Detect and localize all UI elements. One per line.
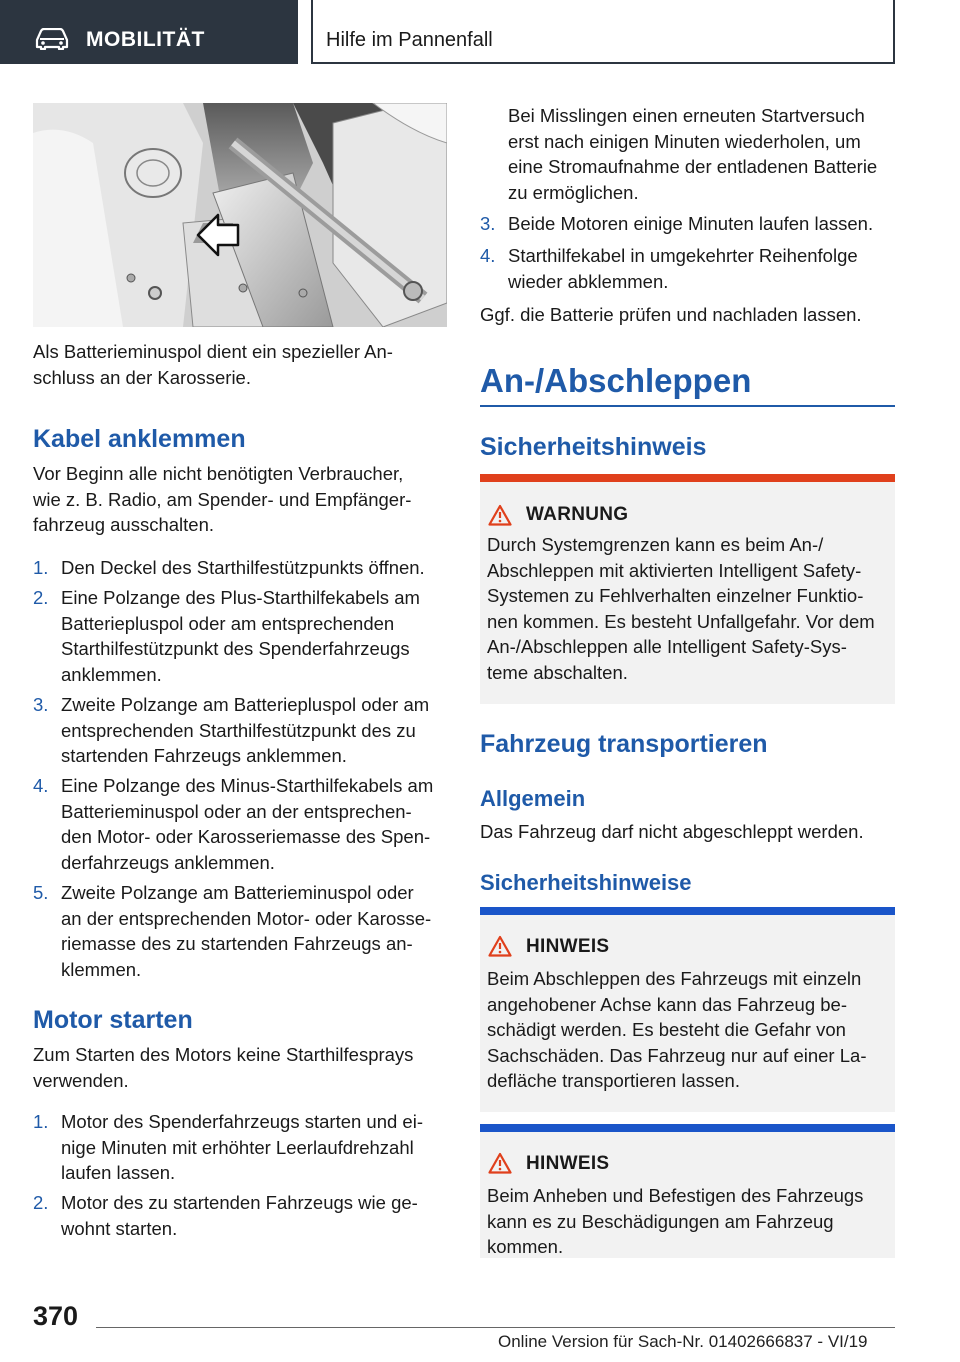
notice-triangle-icon bbox=[488, 935, 512, 957]
notice-line: defläche transportieren lassen. bbox=[487, 1070, 740, 1091]
warning-line: An-/Abschleppen alle Intelligent Safety-Sys- bbox=[487, 636, 847, 657]
notice-line: schädigt werden. Es besteht die Gefahr von bbox=[487, 1019, 846, 1040]
list-item bbox=[61, 773, 453, 875]
notice-triangle-icon bbox=[488, 1152, 512, 1174]
notice-title: HINWEIS bbox=[526, 936, 610, 957]
heading-motor-starten: Motor starten bbox=[33, 1006, 193, 1034]
step-line: zu ermöglichen. bbox=[508, 181, 639, 203]
step-line: wohnt starten. bbox=[61, 1217, 178, 1239]
step-number: 5. bbox=[33, 882, 49, 903]
list-item bbox=[61, 555, 453, 581]
heading-fahrzeug-transportieren: Fahrzeug transportieren bbox=[480, 730, 768, 758]
step-line: an der entsprechenden Motor- oder Karosse- bbox=[61, 907, 432, 929]
notice-text bbox=[487, 966, 892, 1094]
step-line: Motor des zu startenden Fahrzeugs wie ge- bbox=[61, 1192, 418, 1213]
footer-rule bbox=[96, 1327, 895, 1328]
footer-text: Online Version für Sach-Nr. 01402666837 - VI/19 bbox=[498, 1332, 868, 1351]
after-steps-text: Ggf. die Batterie prüfen und nachladen lassen. bbox=[480, 304, 862, 325]
kabel-intro bbox=[33, 461, 453, 538]
step-line: erst nach einigen Minuten wiederholen, um bbox=[508, 130, 861, 152]
step-line: derfahrzeugs anklemmen. bbox=[61, 851, 275, 873]
step-number: 3. bbox=[480, 213, 496, 234]
step-line: Zweite Polzange am Batterieminuspol oder bbox=[61, 882, 414, 903]
notice-line: kommen. bbox=[487, 1236, 564, 1257]
list-item bbox=[61, 585, 453, 687]
notice-line: angehobener Achse kann das Fahrzeug be- bbox=[487, 993, 847, 1015]
notice-box bbox=[480, 907, 895, 1112]
heading-an-abschleppen: An-/Abschleppen bbox=[480, 362, 752, 399]
step-line: eine Stromaufnahme der entladenen Batterie bbox=[508, 156, 878, 177]
section-title: MOBILITÄT bbox=[86, 28, 205, 51]
step-line: Starthilfestützpunkt des Spenderfahrzeugs bbox=[61, 638, 410, 659]
step-line: Den Deckel des Starthilfestützpunkts öffnen. bbox=[61, 557, 425, 578]
continued-step-text bbox=[508, 103, 900, 205]
step-line: anklemmen. bbox=[61, 663, 162, 685]
image-caption bbox=[33, 339, 453, 390]
step-line: laufen lassen. bbox=[61, 1162, 176, 1183]
page-number: 370 bbox=[33, 1301, 79, 1331]
notice-bar bbox=[480, 907, 895, 915]
list-item bbox=[508, 211, 900, 237]
notice-line: Sachschäden. Das Fahrzeug nur auf einer La- bbox=[487, 1044, 867, 1066]
list-item bbox=[61, 692, 453, 769]
list-item bbox=[61, 880, 453, 982]
intro-line: wie z. B. Radio, am Spender- und Empfänger- bbox=[33, 488, 412, 510]
step-line: Zweite Polzange am Batteriepluspol oder am bbox=[61, 694, 430, 715]
step-line: entsprechenden Starthilfestützpunkt des zu bbox=[61, 719, 416, 741]
notice-text bbox=[487, 1183, 892, 1260]
warning-text bbox=[487, 532, 892, 685]
intro-line: verwenden. bbox=[33, 1069, 129, 1091]
step-number: 2. bbox=[33, 587, 49, 608]
step-line: Eine Polzange des Plus-Starthilfekabels am bbox=[61, 587, 420, 608]
notice-title: HINWEIS bbox=[526, 1153, 610, 1174]
allgemein-text: Das Fahrzeug darf nicht abgeschleppt werden. bbox=[480, 821, 864, 842]
heading-sicherheitshinweise: Sicherheitshinweise bbox=[480, 870, 692, 895]
step-line: Batteriepluspol oder am entsprechenden bbox=[61, 612, 395, 634]
step-number: 1. bbox=[33, 1111, 49, 1132]
notice-bar bbox=[480, 1124, 895, 1132]
step-line: den Motor- oder Karosseriemasse des Spen- bbox=[61, 826, 431, 847]
warning-line: nen kommen. Es besteht Unfallgefahr. Vor dem bbox=[487, 610, 875, 632]
step-number: 2. bbox=[33, 1192, 49, 1213]
intro-line: Vor Beginn alle nicht benötigten Verbraucher, bbox=[33, 463, 404, 484]
chapter-tab bbox=[311, 0, 895, 64]
step-line: wieder abklemmen. bbox=[508, 270, 669, 292]
intro-line: fahrzeug ausschalten. bbox=[33, 514, 215, 535]
step-number: 1. bbox=[33, 557, 49, 578]
notice-line: Beim Anheben und Befestigen des Fahrzeugs bbox=[487, 1185, 864, 1206]
warning-box bbox=[480, 474, 895, 704]
heading-sicherheitshinweis: Sicherheitshinweis bbox=[480, 433, 707, 461]
step-line: Motor des Spenderfahrzeugs starten und ei- bbox=[61, 1111, 423, 1132]
intro-line: Zum Starten des Motors keine Starthilfesprays bbox=[33, 1044, 414, 1065]
engine-bay-illustration bbox=[33, 103, 447, 327]
list-item bbox=[61, 1190, 453, 1241]
step-line: Starthilfekabel in umgekehrter Reihenfolge bbox=[508, 245, 858, 266]
step-line: startenden Fahrzeugs anklemmen. bbox=[61, 745, 347, 766]
step-line: nige Minuten mit erhöhter Leerlaufdrehzahl bbox=[61, 1136, 414, 1158]
step-number: 4. bbox=[480, 245, 496, 266]
step-line: riemasse des zu startenden Fahrzeugs an- bbox=[61, 933, 413, 954]
step-line: Bei Misslingen einen erneuten Startversuch bbox=[508, 105, 865, 126]
heading-allgemein: Allgemein bbox=[480, 786, 586, 811]
warning-line: Durch Systemgrenzen kann es beim An-/ bbox=[487, 534, 824, 555]
warning-line: Abschleppen mit aktivierten Intelligent Safety- bbox=[487, 559, 862, 581]
list-item bbox=[61, 1109, 453, 1186]
section-tab bbox=[0, 0, 298, 64]
notice-line: kann es zu Beschädigungen am Fahrzeug bbox=[487, 1210, 834, 1232]
motor-intro bbox=[33, 1042, 453, 1093]
warning-bar bbox=[480, 474, 895, 482]
step-line: Batterieminuspol oder an der entsprechen- bbox=[61, 800, 412, 822]
step-line: klemmen. bbox=[61, 958, 142, 980]
chapter-title: Hilfe im Pannenfall bbox=[326, 29, 493, 51]
caption-line: schluss an der Karosserie. bbox=[33, 366, 251, 388]
notice-box bbox=[480, 1124, 895, 1258]
notice-line: Beim Abschleppen des Fahrzeugs mit einzeln bbox=[487, 968, 862, 989]
step-line: Eine Polzange des Minus-Starthilfekabels am bbox=[61, 775, 434, 796]
heading-rule bbox=[480, 405, 895, 407]
step-line: Beide Motoren einige Minuten laufen lassen. bbox=[508, 213, 874, 234]
caption-line: Als Batterieminuspol dient ein spezieller An- bbox=[33, 341, 393, 362]
warning-title: WARNUNG bbox=[526, 504, 629, 525]
heading-kabel-anklemmen: Kabel anklemmen bbox=[33, 425, 246, 453]
list-item bbox=[508, 243, 900, 294]
warning-triangle-icon bbox=[488, 504, 512, 526]
step-number: 3. bbox=[33, 694, 49, 715]
warning-line: teme abschalten. bbox=[487, 661, 628, 683]
warning-line: Systemen zu Fehlverhalten einzelner Funktio- bbox=[487, 585, 864, 606]
car-icon bbox=[34, 28, 70, 50]
step-number: 4. bbox=[33, 775, 49, 796]
